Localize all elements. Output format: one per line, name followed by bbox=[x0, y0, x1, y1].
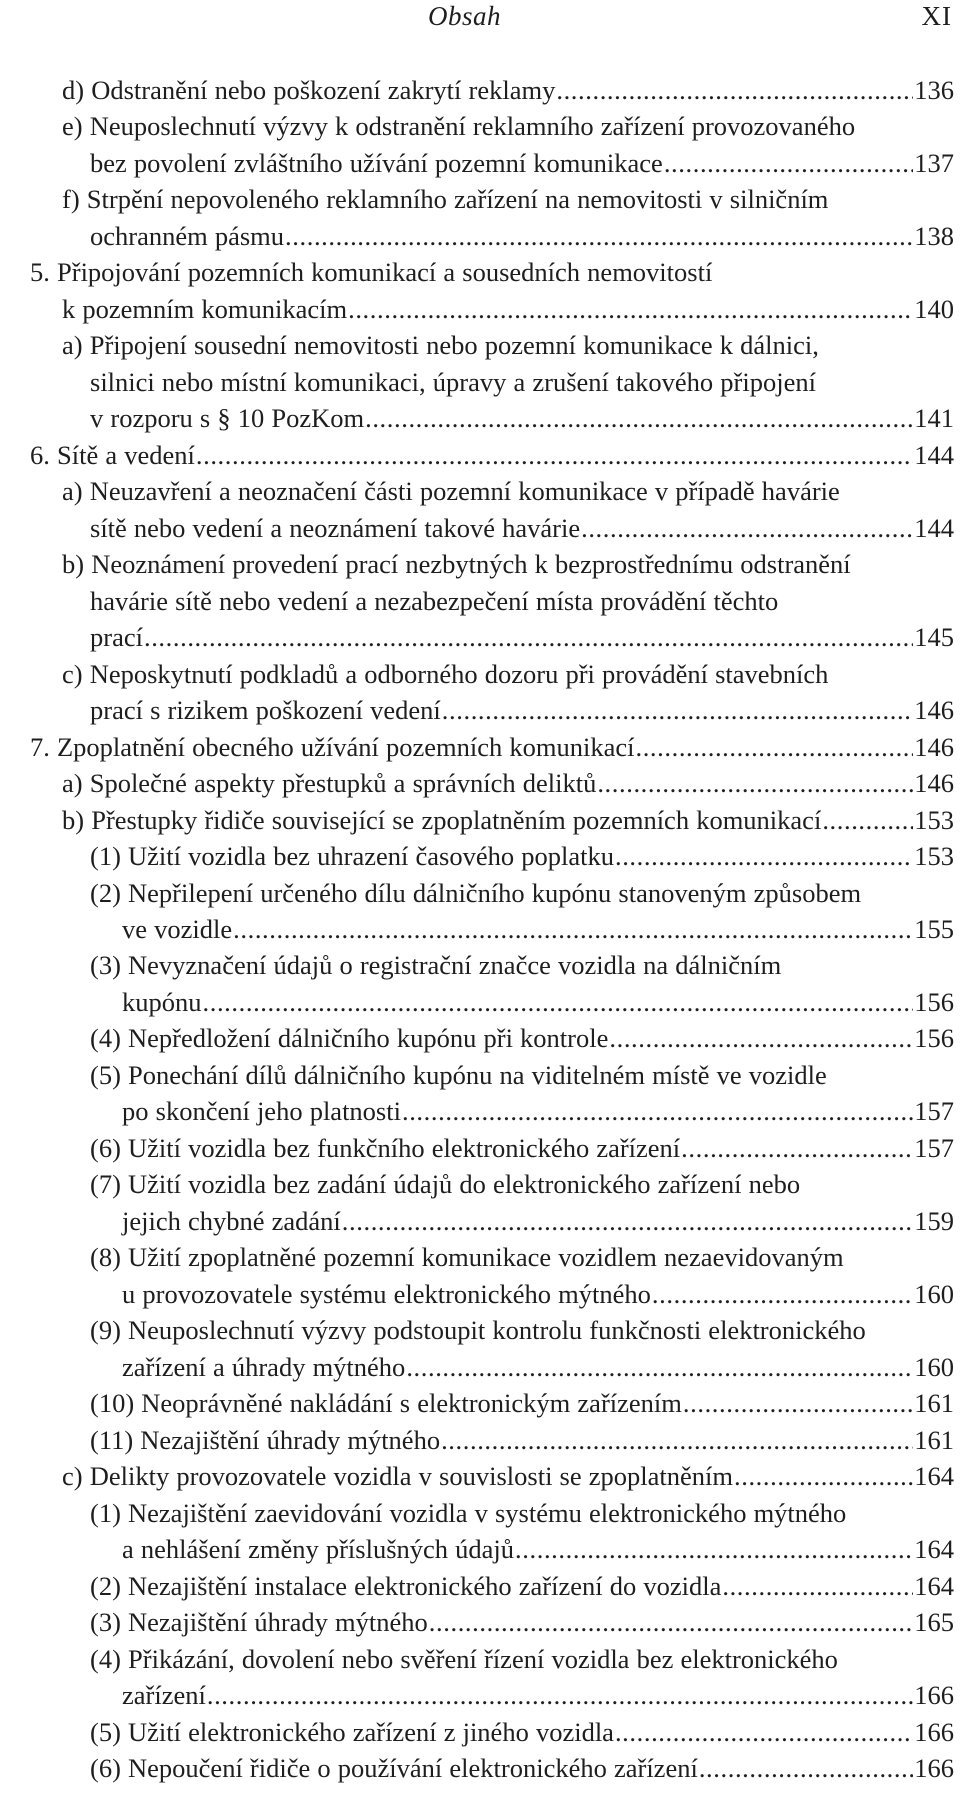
toc-entry-page-number: 164 bbox=[914, 1534, 954, 1564]
toc-entry-page-number: 160 bbox=[914, 1279, 954, 1309]
dot-leader bbox=[615, 836, 913, 876]
toc-entry-text: 7. Zpoplatnění obecného užívání pozemních komunikací bbox=[30, 732, 635, 762]
toc-entry-text: (2) Nezajištění instalace elektronického zařízení do vozidla bbox=[90, 1571, 722, 1601]
toc-entry-page-number: 165 bbox=[914, 1607, 954, 1637]
toc-entry-page-number: 166 bbox=[914, 1680, 954, 1710]
page-number: XI bbox=[921, 1, 952, 31]
toc-entry-text: (1) Nezajištění zaevidování vozidla v systému elektronického mýtného bbox=[90, 1498, 847, 1528]
running-title: Obsah bbox=[428, 1, 502, 31]
dot-leader bbox=[285, 216, 913, 256]
toc-entry-text: (10) Neoprávněné nakládání s elektronickým zařízením bbox=[90, 1388, 682, 1418]
toc-entry bbox=[90, 398, 954, 438]
dot-leader bbox=[722, 1566, 913, 1606]
toc-entry bbox=[90, 1602, 954, 1642]
toc-entry-page-number: 164 bbox=[914, 1461, 954, 1491]
toc-entry-text: u provozovatele systému elektronického mýtného bbox=[122, 1279, 651, 1309]
toc-entry bbox=[90, 1566, 954, 1606]
dot-leader bbox=[207, 1675, 913, 1715]
toc-entry bbox=[62, 106, 855, 146]
toc-entry-page-number: 157 bbox=[914, 1133, 954, 1163]
toc-entry-text: b) Přestupky řidiče související se zpoplatněním pozemních komunikací bbox=[62, 805, 822, 835]
toc-entry bbox=[90, 581, 778, 621]
toc-entry-page-number: 164 bbox=[914, 1571, 954, 1601]
toc-entry-text: (11) Nezajištění úhrady mýtného bbox=[90, 1425, 441, 1455]
toc-entry bbox=[62, 471, 840, 511]
toc-entry-page-number: 153 bbox=[914, 841, 954, 871]
dot-leader bbox=[635, 727, 913, 767]
toc-entry bbox=[90, 216, 954, 256]
toc-entry-page-number: 161 bbox=[914, 1388, 954, 1418]
toc-entry bbox=[62, 654, 828, 694]
toc-entry-text: sítě nebo vedení a neoznámení takové havárie bbox=[90, 513, 581, 543]
toc-entry-page-number: 141 bbox=[914, 403, 954, 433]
toc-entry-text: 5. Připojování pozemních komunikací a sousedních nemovitostí bbox=[30, 257, 713, 287]
toc-entry-page-number: 166 bbox=[914, 1717, 954, 1747]
toc-entry bbox=[122, 982, 954, 1022]
toc-entry-page-number: 160 bbox=[914, 1352, 954, 1382]
toc-entry-text: (4) Nepředložení dálničního kupónu při kontrole bbox=[90, 1023, 609, 1053]
toc-entry bbox=[90, 508, 954, 548]
toc-entry bbox=[90, 143, 954, 183]
toc-entry-page-number: 156 bbox=[914, 987, 954, 1017]
toc-entry bbox=[62, 763, 954, 803]
toc-entry-text: (7) Užití vozidla bez zadání údajů do elektronického zařízení nebo bbox=[90, 1169, 801, 1199]
toc-entry bbox=[90, 945, 781, 985]
toc-entry bbox=[122, 1274, 954, 1314]
toc-entry-page-number: 144 bbox=[914, 513, 954, 543]
toc-entry-text: b) Neoznámení provedení prací nezbytných k bezprostřednímu odstranění bbox=[62, 549, 851, 579]
running-header bbox=[0, 0, 960, 40]
toc-entry-text: (6) Nepoučení řidiče o používání elektronického zařízení bbox=[90, 1753, 698, 1783]
toc-entry-text: (5) Užití elektronického zařízení z jiného vozidla bbox=[90, 1717, 614, 1747]
dot-leader bbox=[402, 1091, 913, 1131]
dot-leader bbox=[652, 1274, 913, 1314]
toc-entry-text: (3) Nezajištění úhrady mýtného bbox=[90, 1607, 428, 1637]
dot-leader bbox=[365, 398, 913, 438]
toc-entry-page-number: 140 bbox=[914, 294, 954, 324]
toc-entry-text: a) Připojení sousední nemovitosti nebo pozemní komunikace k dálnici, bbox=[62, 330, 819, 360]
toc-entry bbox=[122, 1091, 954, 1131]
dot-leader bbox=[515, 1529, 913, 1569]
toc-entry-page-number: 153 bbox=[914, 805, 954, 835]
dot-leader bbox=[429, 1602, 913, 1642]
toc-entry-text: ochranném pásmu bbox=[90, 221, 285, 251]
toc-entry-text: (4) Přikázání, dovolení nebo svěření řízení vozidla bez elektronického bbox=[90, 1644, 838, 1674]
toc-entry-text: havárie sítě nebo vedení a nezabezpečení místa provádění těchto bbox=[90, 586, 779, 616]
toc-entry-text: c) Delikty provozovatele vozidla v souvislosti se zpoplatněním bbox=[62, 1461, 733, 1491]
toc-entry bbox=[90, 617, 954, 657]
toc-entry-text: (6) Užití vozidla bez funkčního elektronického zařízení bbox=[90, 1133, 681, 1163]
dot-leader bbox=[406, 1347, 913, 1387]
toc-entry-text: silnici nebo místní komunikaci, úpravy a zrušení takového připojení bbox=[90, 367, 816, 397]
dot-leader bbox=[699, 1748, 913, 1788]
toc-entry bbox=[90, 1237, 844, 1277]
toc-entry-text: a nehlášení změny příslušných údajů bbox=[122, 1534, 515, 1564]
toc-entry bbox=[90, 1164, 800, 1204]
dot-leader bbox=[203, 982, 914, 1022]
toc-entry-page-number: 155 bbox=[914, 914, 954, 944]
toc-entry-text: 6. Sítě a vedení bbox=[30, 440, 195, 470]
dot-leader bbox=[683, 1383, 913, 1423]
toc-entry bbox=[90, 362, 816, 402]
toc-entry bbox=[90, 1128, 954, 1168]
toc-entry-page-number: 166 bbox=[914, 1753, 954, 1783]
dot-leader bbox=[597, 763, 913, 803]
toc-entry bbox=[90, 1493, 846, 1533]
dot-leader bbox=[196, 435, 913, 475]
toc-entry-text: (5) Ponechání dílů dálničního kupónu na viditelném místě ve vozidle bbox=[90, 1060, 827, 1090]
toc-entry bbox=[122, 1529, 954, 1569]
toc-entry bbox=[90, 1639, 838, 1679]
toc-entry-text: zařízení a úhrady mýtného bbox=[122, 1352, 406, 1382]
toc-entry bbox=[90, 690, 954, 730]
toc-entry-page-number: 138 bbox=[914, 221, 954, 251]
toc-entry-text: bez povolení zvláštního užívání pozemní komunikace bbox=[90, 148, 663, 178]
toc-entry bbox=[122, 909, 954, 949]
toc-entry bbox=[62, 289, 954, 329]
toc-entry bbox=[90, 1055, 827, 1095]
dot-leader bbox=[342, 1201, 913, 1241]
toc-entry-text: (3) Nevyznačení údajů o registrační značce vozidla na dálničním bbox=[90, 950, 782, 980]
toc-entry bbox=[62, 70, 954, 110]
toc-entry bbox=[122, 1347, 954, 1387]
toc-entry bbox=[90, 1712, 954, 1752]
toc-entry bbox=[90, 1018, 954, 1058]
dot-leader bbox=[556, 70, 913, 110]
toc-entry-text: prací bbox=[90, 622, 143, 652]
toc-entry-text: jejich chybné zadání bbox=[122, 1206, 341, 1236]
toc-entry bbox=[30, 252, 712, 292]
toc-entry bbox=[30, 435, 954, 475]
toc-entry-text: c) Neposkytnutí podkladů a odborného dozoru při provádění stavebních bbox=[62, 659, 829, 689]
toc-entry-text: v rozporu s § 10 PozKom bbox=[90, 403, 365, 433]
toc-entry bbox=[90, 873, 861, 913]
toc-entry-page-number: 157 bbox=[914, 1096, 954, 1126]
dot-leader bbox=[681, 1128, 913, 1168]
dot-leader bbox=[734, 1456, 913, 1496]
toc-entry bbox=[90, 1420, 954, 1460]
toc-entry-text: kupónu bbox=[122, 987, 202, 1017]
toc-entry-text: a) Neuzavření a neoznačení části pozemní komunikace v případě havárie bbox=[62, 476, 840, 506]
toc-entry-text: a) Společné aspekty přestupků a správních deliktů bbox=[62, 768, 597, 798]
dot-leader bbox=[822, 800, 913, 840]
toc-entry-text: zařízení bbox=[122, 1680, 206, 1710]
toc-entry-text: po skončení jeho platnosti bbox=[122, 1096, 401, 1126]
toc-entry-text: (2) Nepřilepení určeného dílu dálničního kupónu stanoveným způsobem bbox=[90, 878, 862, 908]
dot-leader bbox=[442, 690, 913, 730]
toc-entry bbox=[90, 1310, 866, 1350]
toc-entry-page-number: 136 bbox=[914, 75, 954, 105]
toc-entry-page-number: 161 bbox=[914, 1425, 954, 1455]
toc-entry bbox=[90, 1748, 954, 1788]
toc-entry-text: (1) Užití vozidla bez uhrazení časového poplatku bbox=[90, 841, 614, 871]
dot-leader bbox=[581, 508, 913, 548]
toc-entry-text: d) Odstranění nebo poškození zakrytí reklamy bbox=[62, 75, 556, 105]
dot-leader bbox=[609, 1018, 913, 1058]
toc-entry-text: prací s rizikem poškození vedení bbox=[90, 695, 441, 725]
toc-entry-page-number: 146 bbox=[914, 768, 954, 798]
toc-entry-text: ve vozidle bbox=[122, 914, 233, 944]
toc-entry-page-number: 159 bbox=[914, 1206, 954, 1236]
toc-entry-text: f) Strpění nepovoleného reklamního zařízení na nemovitosti v silničním bbox=[62, 184, 829, 214]
toc-entry bbox=[62, 179, 828, 219]
toc-entry bbox=[122, 1675, 954, 1715]
toc-entry-page-number: 146 bbox=[914, 695, 954, 725]
toc-entry-page-number: 156 bbox=[914, 1023, 954, 1053]
toc-entry-text: (9) Neuposlechnutí výzvy podstoupit kontrolu funkčnosti elektronického bbox=[90, 1315, 866, 1345]
toc-entry bbox=[62, 544, 851, 584]
toc-entry bbox=[90, 836, 954, 876]
toc-entry bbox=[90, 1383, 954, 1423]
toc-entry-text: k pozemním komunikacím bbox=[62, 294, 348, 324]
toc-entry-text: e) Neuposlechnutí výzvy k odstranění reklamního zařízení provozovaného bbox=[62, 111, 856, 141]
dot-leader bbox=[144, 617, 913, 657]
dot-leader bbox=[664, 143, 913, 183]
toc-entry-page-number: 146 bbox=[914, 732, 954, 762]
toc-entry bbox=[30, 727, 954, 767]
dot-leader bbox=[441, 1420, 913, 1460]
toc-entry-page-number: 144 bbox=[914, 440, 954, 470]
dot-leader bbox=[348, 289, 913, 329]
toc-entry bbox=[122, 1201, 954, 1241]
toc-entry bbox=[62, 1456, 954, 1496]
toc-entry-text: (8) Užití zpoplatněné pozemní komunikace vozidlem nezaevidovaným bbox=[90, 1242, 844, 1272]
toc-entry-page-number: 137 bbox=[914, 148, 954, 178]
toc-entry bbox=[62, 800, 954, 840]
toc-entry-page-number: 145 bbox=[914, 622, 954, 652]
dot-leader bbox=[233, 909, 913, 949]
dot-leader bbox=[615, 1712, 913, 1752]
toc-entry bbox=[62, 325, 819, 365]
